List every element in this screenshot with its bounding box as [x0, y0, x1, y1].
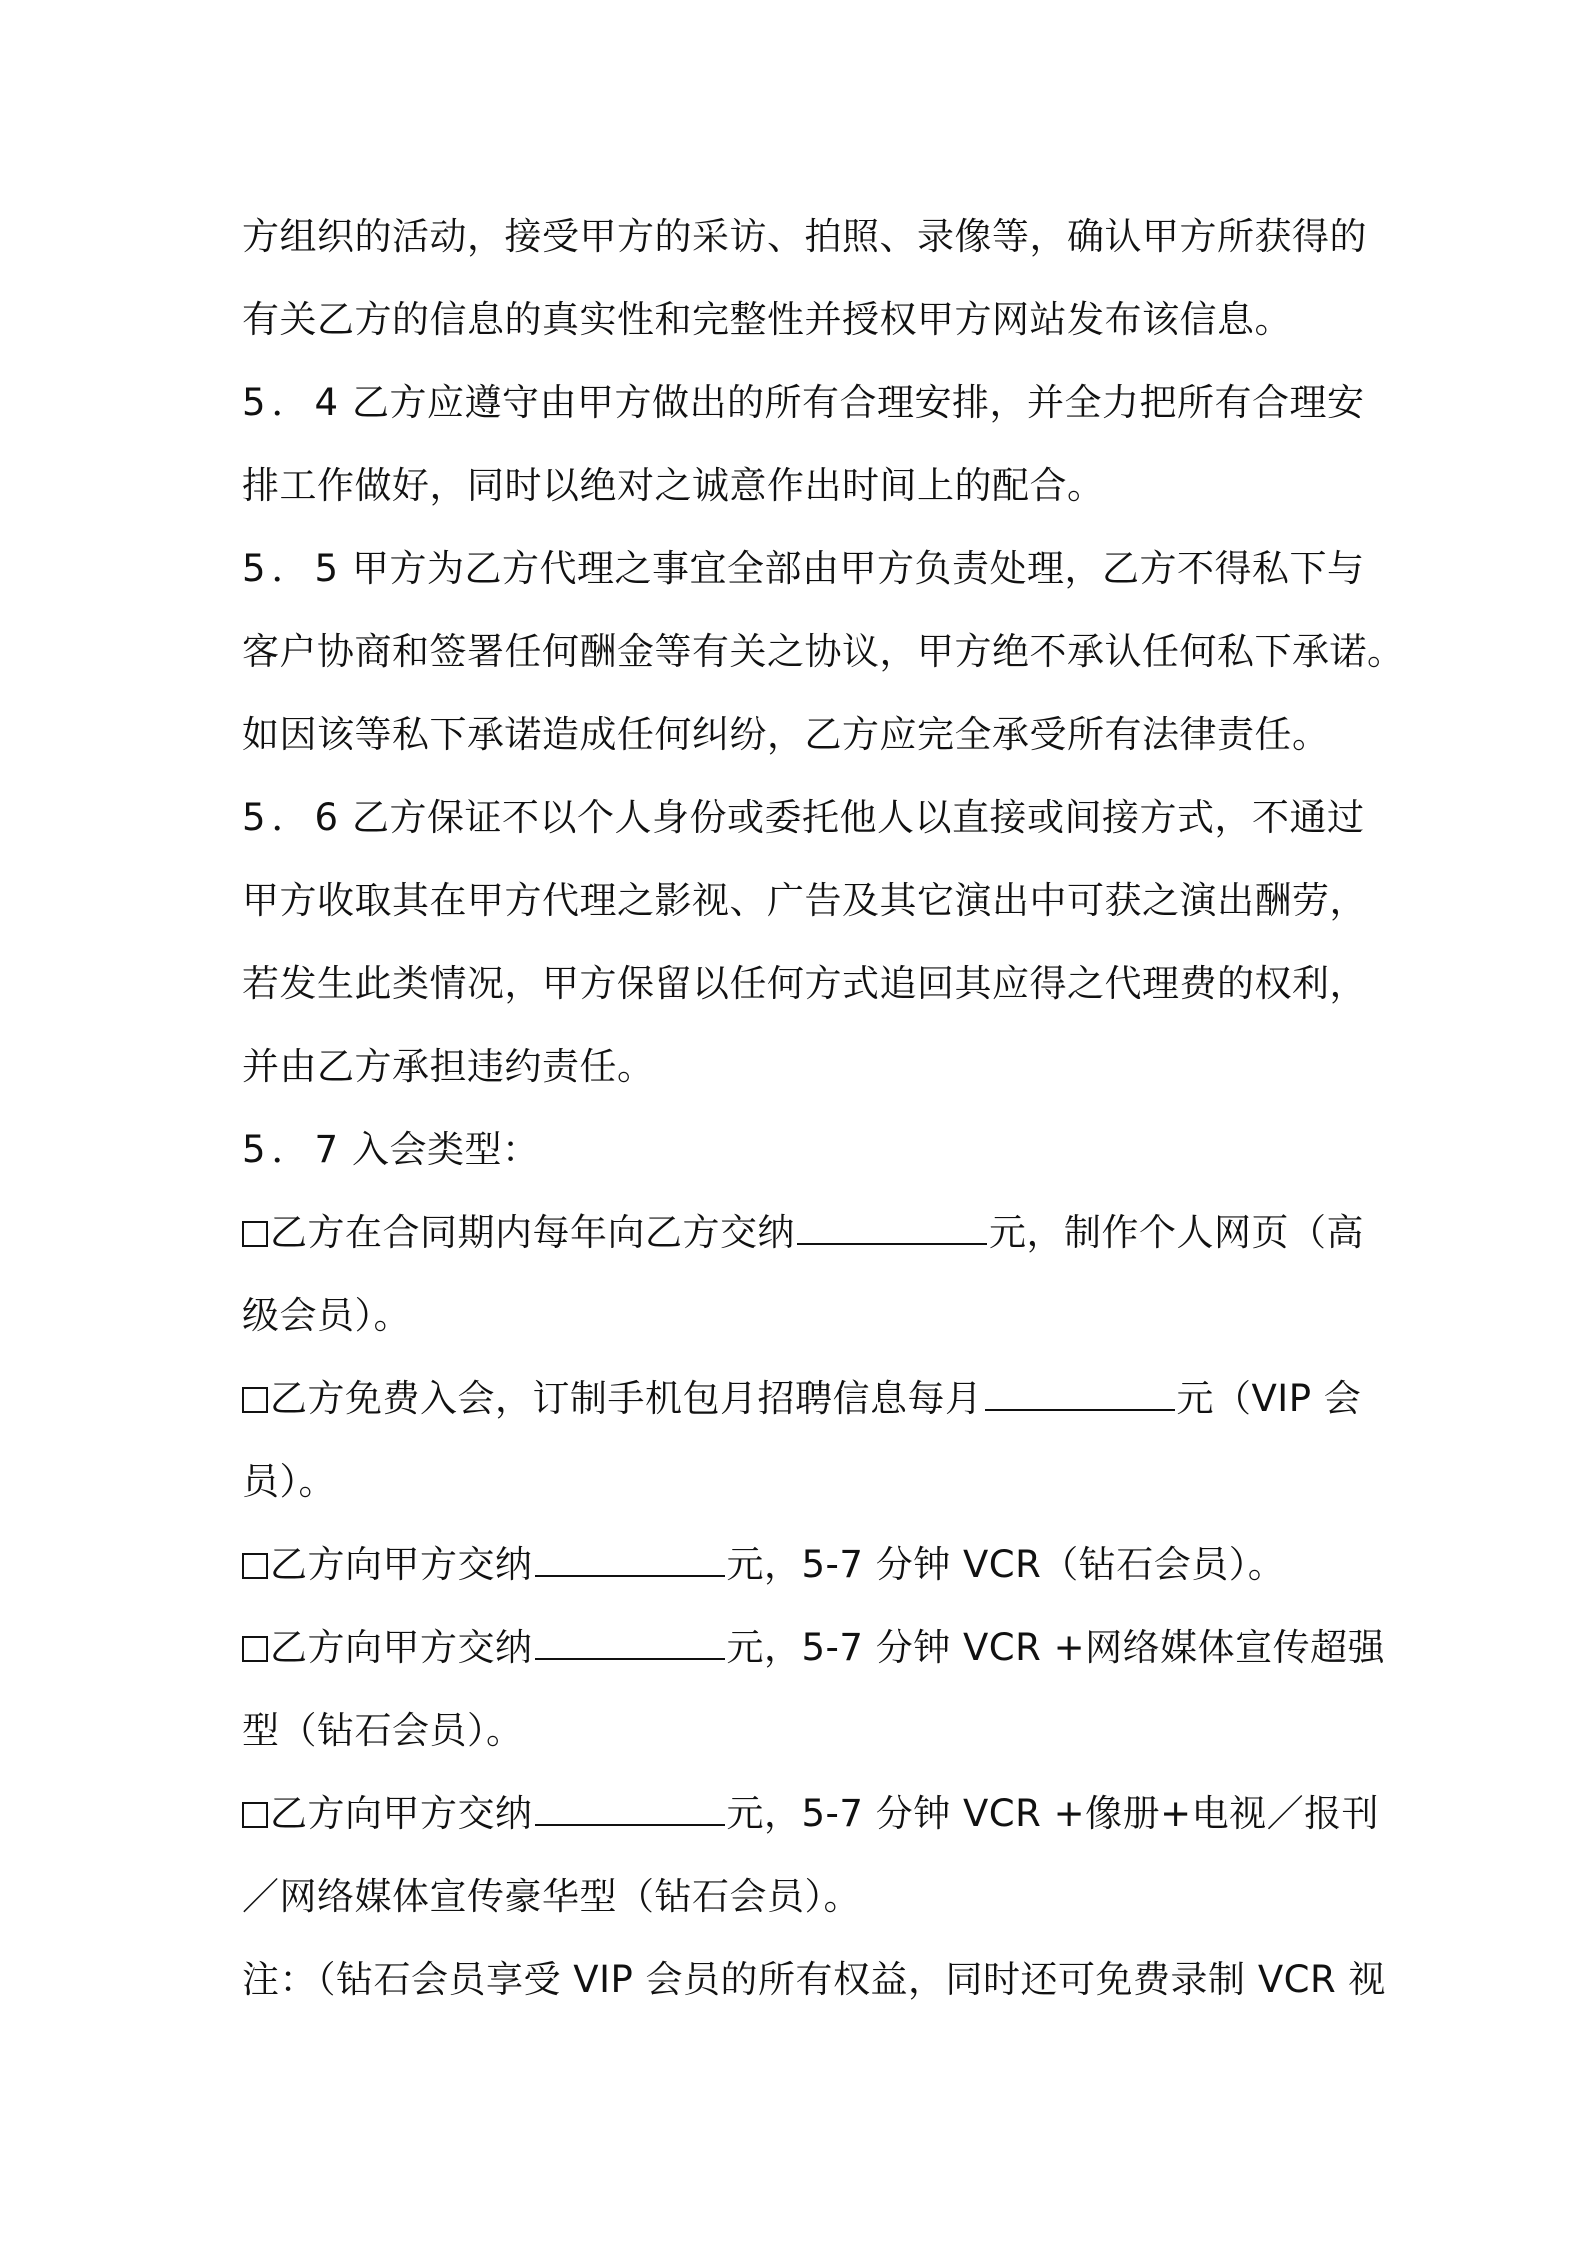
- checkbox-icon[interactable]: [242, 1387, 268, 1413]
- clause-5-6-line-1: [242, 776, 1382, 859]
- text-line: 级会员）。: [242, 1294, 411, 1337]
- text-line: 如因该等私下承诺造成任何纠纷，乙方应完全承受所有法律责任。: [242, 713, 1330, 756]
- option-text: 乙方向甲方交纳: [270, 1626, 533, 1669]
- contract-text: [242, 195, 1405, 2021]
- clause-number: 5．7: [242, 1128, 345, 1171]
- note-line: 注：（钻石会员享受 VIP 会员的所有权益，同时还可免费录制 VCR 视: [242, 1958, 1386, 2001]
- clause-5-4-line-1: [242, 361, 1382, 444]
- membership-option-2: [242, 1357, 1382, 1440]
- clause-number: 5．6: [242, 796, 345, 839]
- option-text: 乙方向甲方交纳: [270, 1543, 533, 1586]
- clause-5-7-heading: [242, 1108, 1382, 1191]
- option-text: 乙方在合同期内每年向乙方交纳: [270, 1211, 795, 1254]
- text-line: 型（钻石会员）。: [242, 1709, 524, 1752]
- membership-option-1: [242, 1191, 1382, 1274]
- checkbox-icon[interactable]: [242, 1802, 268, 1828]
- clause-text: 乙方应遵守由甲方做出的所有合理安排，并全力把所有合理安: [352, 381, 1365, 424]
- amount-blank[interactable]: [535, 1794, 725, 1826]
- option-text: 乙方免费入会，订制手机包月招聘信息每月: [270, 1377, 983, 1420]
- clause-text: 甲方为乙方代理之事宜全部由甲方负责处理，乙方不得私下与: [352, 547, 1365, 590]
- clause-5-5-line-1: [242, 527, 1382, 610]
- amount-blank[interactable]: [797, 1213, 987, 1245]
- clause-text: 乙方保证不以个人身份或委托他人以直接或间接方式，不通过: [352, 796, 1365, 839]
- amount-blank[interactable]: [535, 1545, 725, 1577]
- text-line: 甲方收取其在甲方代理之影视、广告及其它演出中可获之演出酬劳，: [242, 879, 1367, 922]
- membership-option-5: [242, 1772, 1382, 1855]
- option-text: 元，制作个人网页（高: [989, 1211, 1364, 1254]
- text-line: 并由乙方承担违约责任。: [242, 1045, 655, 1088]
- option-text: 元（VIP 会: [1176, 1377, 1362, 1420]
- text-line: 员）。: [242, 1460, 336, 1503]
- text-line: 方组织的活动，接受甲方的采访、拍照、录像等，确认甲方所获得的: [242, 215, 1367, 258]
- text-line: 若发生此类情况，甲方保留以任何方式追回其应得之代理费的权利，: [242, 962, 1367, 1005]
- option-text: 乙方向甲方交纳: [270, 1792, 533, 1835]
- text-line: 排工作做好，同时以绝对之诚意作出时间上的配合。: [242, 464, 1105, 507]
- amount-blank[interactable]: [985, 1379, 1175, 1411]
- checkbox-icon[interactable]: [242, 1636, 268, 1662]
- option-text: 元，5-7 分钟 VCR（钻石会员）。: [726, 1543, 1286, 1586]
- text-line: 有关乙方的信息的真实性和完整性并授权甲方网站发布该信息。: [242, 298, 1292, 341]
- option-text: 元，5-7 分钟 VCR +像册+电视／报刊: [726, 1792, 1380, 1835]
- clause-number: 5．5: [242, 547, 345, 590]
- checkbox-icon[interactable]: [242, 1553, 268, 1579]
- option-text: 元，5-7 分钟 VCR +网络媒体宣传超强: [726, 1626, 1386, 1669]
- membership-option-4: [242, 1606, 1386, 1689]
- membership-option-3: [242, 1523, 1382, 1606]
- checkbox-icon[interactable]: [242, 1221, 268, 1247]
- clause-title: 入会类型：: [352, 1128, 540, 1171]
- amount-blank[interactable]: [535, 1628, 725, 1660]
- clause-number: 5．4: [242, 381, 345, 424]
- text-line: 客户协商和签署任何酬金等有关之协议，甲方绝不承认任何私下承诺。: [242, 630, 1405, 673]
- text-line: ／网络媒体宣传豪华型（钻石会员）。: [242, 1875, 861, 1918]
